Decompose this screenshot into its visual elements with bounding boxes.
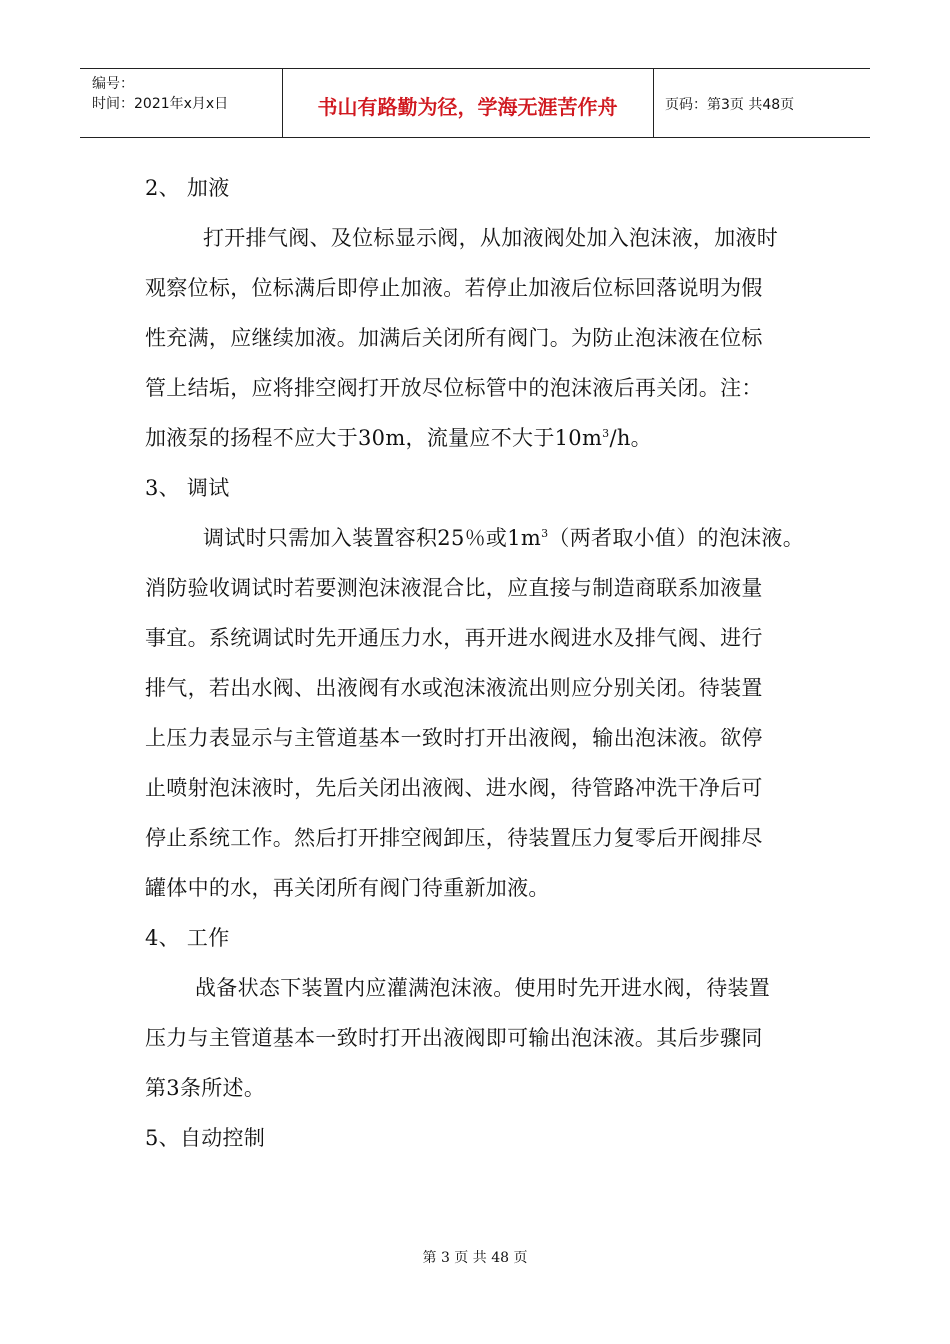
paragraph-line [203, 522, 804, 552]
page-footer: 第 3 页 共 48 页 [422, 1250, 528, 1266]
paragraph-line: 第3条所述。 [145, 1076, 266, 1100]
text-segment: 加液泵的扬程不应大于30m，流量应不大于10m [145, 426, 603, 450]
document-number-label: 编号： [92, 76, 134, 92]
header-page-info: 页码：第3页 共48页 [665, 97, 795, 113]
header-motto-cell [282, 69, 654, 137]
paragraph-line: 战备状态下装置内应灌满泡沫液。使用时先开进水阀，待装置 [195, 976, 771, 1000]
paragraph-line: 压力与主管道基本一致时打开出液阀即可输出泡沫液。其后步骤同 [145, 1026, 763, 1050]
section-heading-3: 3、 调试 [145, 476, 230, 500]
section-heading-2: 2、 加液 [145, 176, 230, 200]
paragraph-line: 管上结垢，应将排空阀打开放尽位标管中的泡沫液后再关闭。注： [145, 376, 763, 400]
paragraph-line: 性充满，应继续加液。加满后关闭所有阀门。为防止泡沫液在位标 [145, 326, 763, 350]
paragraph-line: 止喷射泡沫液时，先后关闭出液阀、进水阀，待管路冲洗干净后可 [145, 776, 763, 800]
document-date: 时间：2021年x月x日 [92, 96, 229, 112]
paragraph-line: 消防验收调试时若要测泡沫液混合比，应直接与制造商联系加液量 [145, 576, 763, 600]
paragraph-line: 事宜。系统调试时先开通压力水，再开进水阀进水及排气阀、进行 [145, 626, 763, 650]
text-segment: 调试时只需加入装置容积25％或1m [203, 526, 542, 550]
paragraph-line: 上压力表显示与主管道基本一致时打开出液阀，输出泡沫液。欲停 [145, 726, 763, 750]
text-segment: （两者取小值）的泡沫液。 [548, 526, 805, 550]
paragraph-line [145, 422, 652, 452]
page-header [80, 68, 870, 138]
section-heading-4: 4、 工作 [145, 926, 230, 950]
header-page-cell [653, 69, 870, 137]
paragraph-line: 停止系统工作。然后打开排空阀卸压，待装置压力复零后开阀排尽 [145, 826, 763, 850]
header-motto: 书山有路勤为径，学海无涯苦作舟 [317, 95, 618, 119]
paragraph-line: 排气，若出水阀、出液阀有水或泡沫液流出则应分别关闭。待装置 [145, 676, 763, 700]
paragraph-line: 观察位标，位标满后即停止加液。若停止加液后位标回落说明为假 [145, 276, 763, 300]
superscript: 3 [541, 527, 549, 540]
section-heading-5: 5、自动控制 [145, 1126, 266, 1150]
text-segment: /h。 [609, 426, 652, 450]
paragraph-line: 罐体中的水，再关闭所有阀门待重新加液。 [145, 876, 550, 900]
paragraph-line: 打开排气阀、及位标显示阀，从加液阀处加入泡沫液，加液时 [203, 226, 779, 250]
header-meta-cell [80, 69, 283, 137]
superscript: 3 [602, 427, 610, 440]
